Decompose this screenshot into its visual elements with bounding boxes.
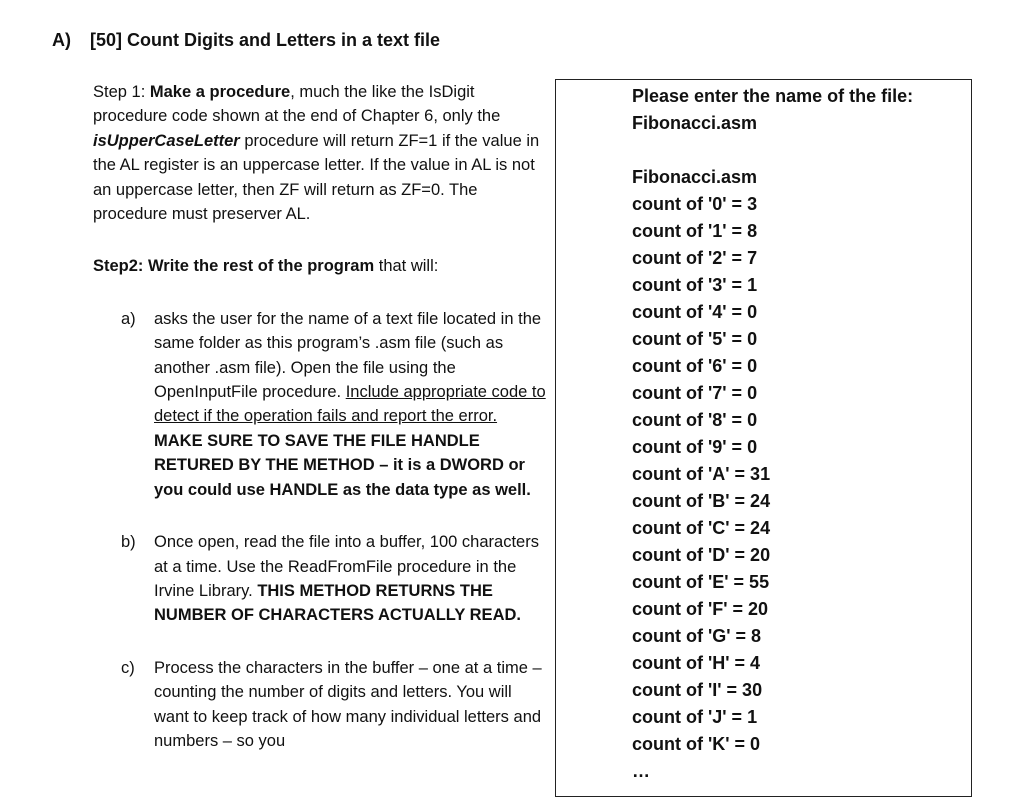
output-count: count of 'H' = 4 (632, 653, 761, 673)
output-count: count of 'B' = 24 (632, 491, 771, 511)
list-label-c: c) (121, 658, 135, 677)
output-count: count of 'K' = 0 (632, 734, 761, 754)
item-a-underlined: Include appropriate code to detect if the operation fails and report the error. (154, 383, 546, 426)
list-item-c (93, 656, 548, 754)
section-heading (52, 30, 440, 51)
output-blank-line (632, 137, 913, 164)
step1-bold: Make a procedure (149, 83, 291, 101)
item-b-bold: THIS METHOD RETURNS THE NUMBER OF CHARACTERS ACTUALLY READ. (154, 581, 521, 625)
step2-text: that will: (374, 257, 439, 276)
section-title: [50] Count Digits and Letters in a text file (90, 30, 441, 50)
procedure-name: isUpperCaseLetter (93, 131, 240, 150)
output-count: count of '9' = 0 (632, 437, 758, 457)
list-label-b: b) (121, 533, 136, 552)
list-label-a: a) (121, 309, 136, 328)
section-label: A) (52, 30, 71, 50)
sample-output-box (555, 79, 972, 797)
output-count: count of '7' = 0 (632, 383, 758, 403)
item-a-text: asks the user for the name of a text file located in the same folder as this program’s .asm file (such as another .asm file). Open the file using the OpenInputFile procedure. (154, 309, 542, 402)
output-ellipsis: … (632, 761, 651, 781)
output-count: count of '0' = 3 (632, 194, 758, 214)
step1-prefix: Step 1: (93, 83, 150, 101)
step1-text: , much the like the IsDigit procedure code shown at the end of Chapter 6, only the (93, 83, 501, 126)
output-count: count of 'F' = 20 (632, 599, 769, 619)
sample-output (632, 83, 913, 785)
list-item-a (93, 307, 548, 502)
step1-paragraph (93, 80, 548, 226)
output-count: count of 'G' = 8 (632, 626, 762, 646)
output-count: count of '4' = 0 (632, 302, 758, 322)
output-count: count of 'A' = 31 (632, 464, 771, 484)
output-count: count of 'D' = 20 (632, 545, 771, 565)
item-a-bold: MAKE SURE TO SAVE THE FILE HANDLE RETURED BY THE METHOD – it is a DWORD or you could use HANDLE as the data type as well. (154, 431, 531, 499)
output-count: count of 'E' = 55 (632, 572, 770, 592)
output-count: count of '2' = 7 (632, 248, 758, 268)
output-input: Fibonacci.asm (632, 113, 758, 133)
step2-bold: Step2: Write the rest of the program (93, 257, 375, 276)
output-count: count of 'I' = 30 (632, 680, 763, 700)
item-c-text: Process the characters in the buffer – one at a time – counting the number of digits and letters. You will want to keep track of how many individual letters and numbers – so you (154, 658, 542, 750)
output-count: count of 'C' = 24 (632, 518, 771, 538)
step1-text-2: procedure will return ZF=1 if the value in the AL register is an uppercase letter. If the value in AL is not an uppercase letter, then ZF will return as ZF=0. The procedure must preserver AL. (93, 131, 540, 224)
output-count: count of 'J' = 1 (632, 707, 758, 727)
instructions (93, 80, 548, 781)
output-count: count of '3' = 1 (632, 275, 758, 295)
output-count: count of '5' = 0 (632, 329, 758, 349)
output-prompt: Please enter the name of the file: (632, 86, 914, 106)
step2-paragraph (93, 254, 548, 278)
item-b-text: Once open, read the file into a buffer, 100 characters at a time. Use the ReadFromFile procedure in the Irvine Library. (154, 533, 539, 600)
output-count: count of '6' = 0 (632, 356, 758, 376)
list-item-b (93, 530, 548, 628)
output-count: count of '1' = 8 (632, 221, 758, 241)
output-count: count of '8' = 0 (632, 410, 758, 430)
output-echo: Fibonacci.asm (632, 167, 758, 187)
